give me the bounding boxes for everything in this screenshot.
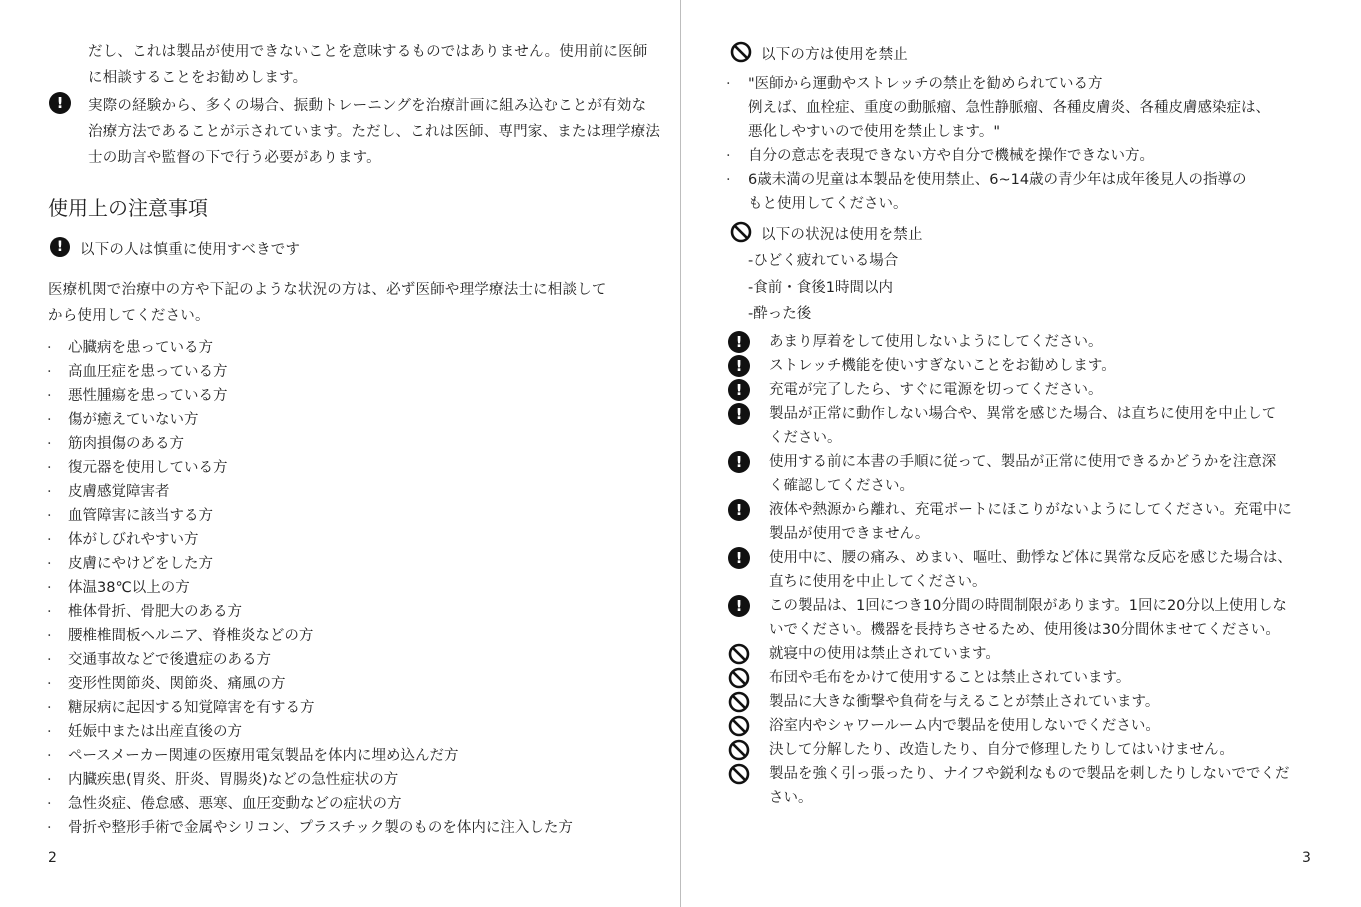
list-item: · 体がしびれやすい方: [47, 532, 199, 548]
experience-note-line-2: 治療方法であることが示されています。ただし、これは医師、専門家、または理学療法: [88, 124, 661, 140]
prohibited-icon: [728, 691, 750, 713]
exclamation-icon: !: [728, 379, 750, 401]
list-item: 例えば、血栓症、重度の動脈瘤、急性静脈瘤、各種皮膚炎、各種皮膚感染症は、: [748, 100, 1270, 116]
list-item: -酔った後: [748, 306, 812, 322]
prohibited-situations-list: [748, 248, 898, 328]
prohibited-persons-heading: 以下の方は使用を禁止: [761, 47, 908, 63]
list-item: · 変形性関節炎、関節炎、痛風の方: [47, 676, 286, 692]
list-item: -食前・食後1時間以内: [748, 279, 893, 296]
list-item: · 6歳未満の児童は本製品を使用禁止、6~14歳の青少年は成年後見人の指導の: [726, 172, 1247, 188]
list-item: · 筋肉損傷のある方: [47, 436, 184, 452]
note-item: ! 液体や熱源から離れ、充電ポートにほこりがないようにしてください。充電中に 製品が使用できません。: [726, 498, 1326, 546]
list-item: · 骨折や整形手術で金属やシリコン、プラスチック製のものを体内に注入した方: [47, 820, 573, 836]
list-item: · 妊娠中または出産直後の方: [47, 724, 242, 740]
list-item: · "医師から運動やストレッチの禁止を勧められている方: [726, 76, 1103, 92]
note-item: ! 充電が完了したら、すぐに電源を切ってください。: [726, 378, 1326, 402]
note-item: 浴室内やシャワールーム内で製品を使用しないでください。: [726, 714, 1326, 738]
note-item: ! 使用する前に本書の手順に従って、製品が正常に使用できるかどうかを注意深 く確認してください。: [726, 450, 1326, 498]
left-page: [0, 0, 680, 907]
prohibited-icon: [730, 41, 752, 63]
list-item: · 皮膚にやけどをした方: [47, 556, 213, 572]
prohibited-icon: [728, 715, 750, 737]
list-item: · 交通事故などで後遺症のある方: [47, 652, 271, 668]
prohibited-icon: [728, 643, 750, 665]
note-item: 決して分解したり、改造したり、自分で修理したりしてはいけません。: [726, 738, 1326, 762]
note-item: ! あまり厚着をして使用しないようにしてください。: [726, 330, 1326, 354]
list-item: · 高血圧症を患っている方: [47, 364, 228, 380]
exclamation-icon: !: [728, 595, 750, 617]
note-item: 製品に大きな衝撃や負荷を与えることが禁止されています。: [726, 690, 1326, 714]
exclamation-icon: !: [728, 547, 750, 569]
list-item: · 血管障害に該当する方: [47, 508, 213, 524]
prohibited-icon: [728, 739, 750, 761]
list-item: · 心臓病を患っている方: [47, 340, 213, 356]
prohibited-icon: [730, 221, 752, 243]
section-title: 使用上の注意事項: [48, 196, 208, 220]
exclamation-icon: !: [49, 92, 71, 114]
list-item: · 急性炎症、倦怠感、悪寒、血圧変動などの症状の方: [47, 796, 402, 812]
page-number-right: 3: [1302, 850, 1311, 866]
list-item: · 傷が癒えていない方: [47, 412, 199, 428]
prohibited-persons-list: [726, 72, 1270, 216]
experience-note-line-3: 士の助言や監督の下で行う必要があります。: [88, 150, 381, 166]
list-item: · 腰椎椎間板ヘルニア、脊椎炎などの方: [47, 628, 314, 644]
note-item: 製品を強く引っ張ったり、ナイフや鋭利なもので製品を刺したりしないででくだ さい。: [726, 762, 1326, 810]
exclamation-icon: !: [728, 331, 750, 353]
caution-bullet-list: [47, 336, 573, 840]
list-item: · 自分の意志を表現できない方や自分で機械を操作できない方。: [726, 148, 1154, 164]
exclamation-icon: !: [728, 451, 750, 473]
list-item: · 復元器を使用している方: [47, 460, 228, 476]
safety-notes: [726, 330, 1326, 810]
list-item: もと使用してください。: [748, 196, 908, 212]
prohibited-icon: [728, 763, 750, 785]
prohibited-situations-heading: 以下の状況は使用を禁止: [761, 227, 923, 243]
intro-line-1: だし、これは製品が使用できないことを意味するものではありません。使用前に医師: [88, 44, 648, 60]
list-item: · 内臓疾患(胃炎、肝炎、胃腸炎)などの急性症状の方: [47, 772, 399, 788]
note-item: ! ストレッチ機能を使いすぎないことをお勧めします。: [726, 354, 1326, 378]
exclamation-icon: !: [728, 403, 750, 425]
exclamation-icon: !: [728, 499, 750, 521]
note-item: ! この製品は、1回につき10分間の時間制限があります。1回に20分以上使用しな いでください。機器を長持ちさせるため、使用後は30分間休ませてください。: [726, 594, 1326, 642]
consult-line-1: 医療机関で治療中の方や下記のような状況の方は、必ず医師や理学療法士に相談して: [48, 282, 607, 298]
experience-note-line-1: 実際の経験から、多くの場合、振動トレーニングを治療計画に組み込むことが有効な: [88, 98, 647, 114]
list-item: 悪化しやすいので使用を禁止します。": [748, 124, 1001, 140]
note-item: ! 使用中に、腰の痛み、めまい、嘔吐、動悸など体に異常な反応を感じた場合は、 直ちに使用を中止してください。: [726, 546, 1326, 594]
note-item: 就寝中の使用は禁止されています。: [726, 642, 1326, 666]
list-item: -ひどく疲れている場合: [748, 253, 899, 269]
consult-line-2: から使用してください。: [48, 308, 210, 324]
list-item: · 皮膚感覚障害者: [47, 484, 170, 500]
note-item: 布団や毛布をかけて使用することは禁止されています。: [726, 666, 1326, 690]
list-item: · 椎体骨折、骨肥大のある方: [47, 604, 242, 620]
note-item: ! 製品が正常に動作しない場合や、異常を感じた場合、は直ちに使用を中止して ください。: [726, 402, 1326, 450]
page-number-left: 2: [48, 850, 57, 866]
list-item: · 糖尿病に起因する知覚障害を有する方: [47, 700, 315, 716]
list-item: · ペースメーカー関連の医療用電気製品を体内に埋め込んだ方: [47, 748, 459, 764]
intro-line-2: に相談することをお勧めします。: [88, 70, 308, 86]
caution-heading: 以下の人は慎重に使用すべきです: [80, 242, 301, 258]
list-item: · 体温38℃以上の方: [47, 580, 190, 596]
prohibited-icon: [728, 667, 750, 689]
list-item: · 悪性腫瘍を患っている方: [47, 388, 228, 404]
exclamation-icon: !: [728, 355, 750, 377]
exclamation-icon: !: [50, 237, 70, 257]
